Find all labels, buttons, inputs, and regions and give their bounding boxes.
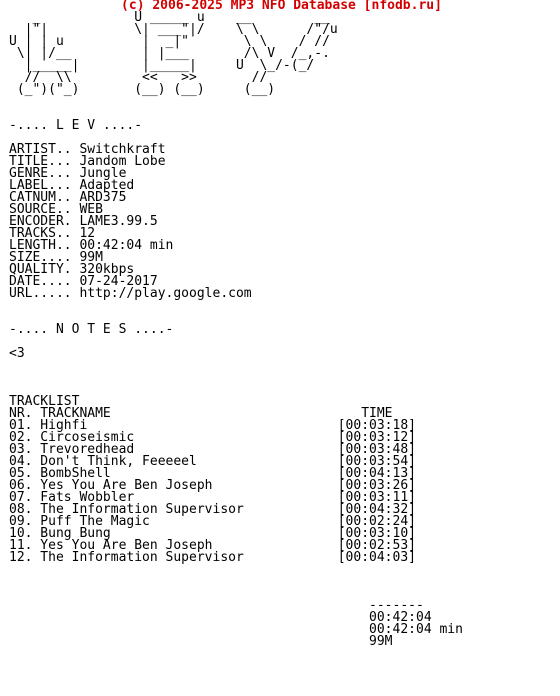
nfo-line: // \\ << >> // xyxy=(9,70,268,85)
nfo-line: (_")("_) (__) (__) (__) xyxy=(9,82,276,97)
nfo-line: 11. Yes You Are Ben Joseph [00:02:53] xyxy=(9,538,416,553)
nfo-line: U | | u | _|" \ \ / // xyxy=(9,34,330,49)
nfo-line: 08. The Information Supervisor [00:04:32] xyxy=(9,502,416,517)
nfo-line: TITLE... Jandom Lobe xyxy=(9,154,166,169)
nfo-line: SIZE.... 99M xyxy=(9,250,103,265)
nfo-line: 05. BombShell [00:04:13] xyxy=(9,466,416,481)
nfo-line: -.... L E V ....- xyxy=(9,118,143,133)
nfo-line: |_____| |_____| U \_/-(_/ xyxy=(9,58,315,73)
nfo-line: _ U _____ u __ __ xyxy=(9,10,330,25)
nfo-line: 03. Trevoredhead [00:03:48] xyxy=(9,442,416,457)
nfo-line: ARTIST.. Switchkraft xyxy=(9,142,166,157)
site-copyright-header: (c) 2006-2025 MP3 NFO Database [nfodb.ru] xyxy=(121,0,442,13)
nfo-line: CATNUM.. ARD375 xyxy=(9,190,127,205)
nfo-line: GENRE... Jungle xyxy=(9,166,127,181)
nfo-line: \| |/__ | |___ /\ V /_,-. xyxy=(9,46,330,61)
nfo-line: -.... N O T E S ....- xyxy=(9,322,174,337)
nfo-line: 02. Circoseismic [00:03:12] xyxy=(9,430,416,445)
nfo-line: <3 xyxy=(9,346,25,361)
nfo-text xyxy=(9,12,463,648)
nfo-line: URL..... http://play.google.com xyxy=(9,286,252,301)
nfo-line: ------- xyxy=(9,598,424,613)
nfo-line: 10. Bung Bung [00:03:10] xyxy=(9,526,416,541)
nfo-line: SOURCE.. WEB xyxy=(9,202,103,217)
nfo-line: 00:42:04 min xyxy=(9,622,463,637)
nfo-line: 01. Highfi [00:03:18] xyxy=(9,418,416,433)
nfo-line: TRACKS.. 12 xyxy=(9,226,96,241)
nfo-line: 06. Yes You Are Ben Joseph [00:03:26] xyxy=(9,478,416,493)
nfo-line: LABEL... Adapted xyxy=(9,178,135,193)
nfo-line: TRACKLIST xyxy=(9,394,80,409)
nfo-line: DATE.... 07-24-2017 xyxy=(9,274,158,289)
nfo-line: NR. TRACKNAME TIME xyxy=(9,406,393,421)
nfo-line: 00:42:04 xyxy=(9,610,432,625)
nfo-line: 99M xyxy=(9,634,393,649)
nfo-line: LENGTH.. 00:42:04 min xyxy=(9,238,174,253)
nfo-page xyxy=(9,0,554,696)
nfo-line: 09. Puff The Magic [00:02:24] xyxy=(9,514,416,529)
nfo-line: |"| \| ___"|/ \ \ /"/u xyxy=(9,22,338,37)
nfo-line: 07. Fats Wobbler [00:03:11] xyxy=(9,490,416,505)
nfo-line: 04. Don't Think, Feeeeel [00:03:54] xyxy=(9,454,416,469)
nfo-line: QUALITY. 320kbps xyxy=(9,262,135,277)
nfo-line: 12. The Information Supervisor [00:04:03] xyxy=(9,550,416,565)
nfo-line: ENCODER. LAME3.99.5 xyxy=(9,214,158,229)
